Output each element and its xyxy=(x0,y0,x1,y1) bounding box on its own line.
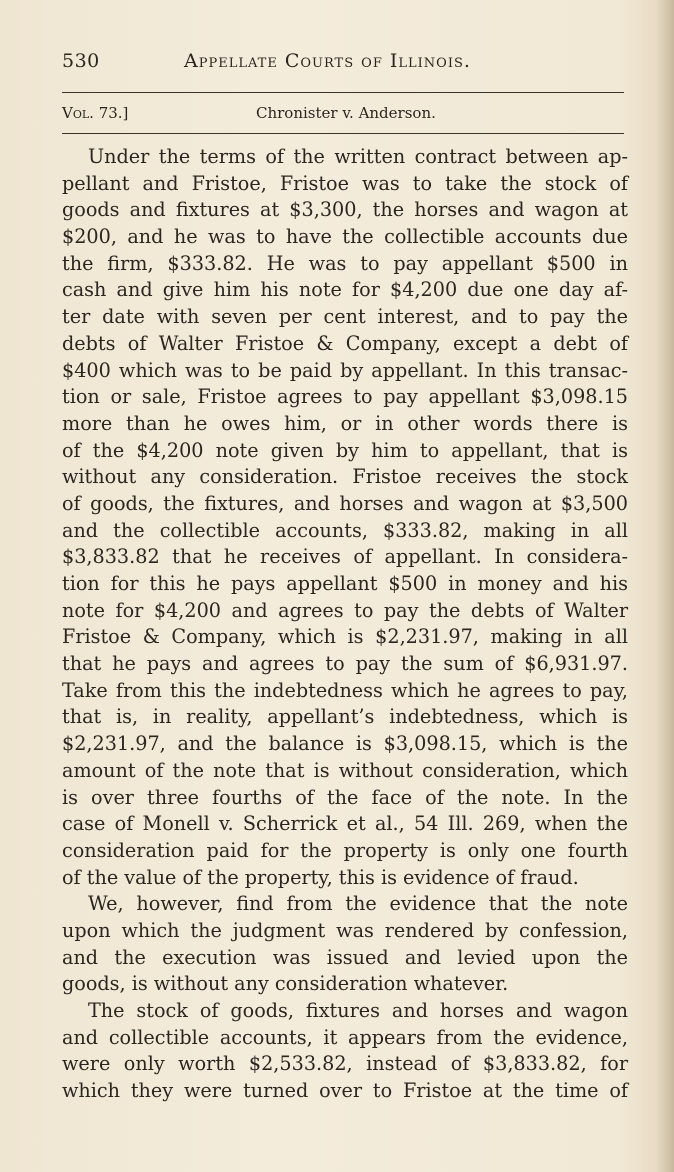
text-line: debts of Walter Fristoe & Company, except a debt of xyxy=(62,331,628,355)
page-number: 530 xyxy=(62,50,100,72)
text-line: of goods, the fixtures, and horses and wagon at $3,500 xyxy=(62,491,628,515)
case-name: Chronister v. Anderson. xyxy=(256,104,436,122)
text-line: goods and fixtures at $3,300, the horses and wagon at xyxy=(62,198,628,222)
text-line: $400 which was to be paid by appellant. In this transac- xyxy=(62,358,628,382)
text-line: pellant and Fristoe, Fristoe was to take the stock of xyxy=(62,171,628,195)
running-header xyxy=(62,50,622,78)
text-line: and collectible accounts, it appears from the evidence, xyxy=(62,1025,628,1049)
text-line: the firm, $333.82. He was to pay appellant $500 in xyxy=(62,251,628,275)
volume-label: Vol. 73.] xyxy=(62,104,129,122)
text-line: Under the terms of the written contract between ap- xyxy=(88,145,628,168)
text-line: tion for this he pays appellant $500 in money and his xyxy=(62,572,628,595)
page-edge-shadow xyxy=(656,0,674,1172)
text-line: amount of the note that is without consideration, which xyxy=(62,758,628,782)
text-line: consideration paid for the property is only one fourth xyxy=(62,838,628,862)
text-line: that he pays and agrees to pay the sum of $6,931.97. xyxy=(62,652,628,676)
text-line: of the value of the property, this is evidence of fraud. xyxy=(62,865,579,889)
text-line: note for $4,200 and agrees to pay the debts of Walter xyxy=(62,598,628,622)
text-line: is over three fourths of the face of the note. In the xyxy=(62,785,628,809)
text-line: and the collectible accounts, $333.82, making in all xyxy=(62,518,628,542)
text-line: ter date with seven per cent interest, and to pay the xyxy=(62,305,628,329)
text-line: which they were turned over to Fristoe at the time of xyxy=(62,1079,628,1103)
header-rule-bottom xyxy=(62,133,624,134)
text-line: $3,833.82 that he receives of appellant. In considera- xyxy=(62,545,628,569)
text-line: $200, and he was to have the collectible accounts due xyxy=(62,225,628,249)
case-subheader xyxy=(62,104,622,128)
text-line: more than he owes him, or in other words there is xyxy=(62,411,628,435)
text-line: and the execution was issued and levied upon the xyxy=(62,945,628,969)
text-line: Fristoe & Company, which is $2,231.97, making in all xyxy=(62,625,628,649)
paragraph xyxy=(62,144,628,891)
text-line: without any consideration. Fristoe receives the stock xyxy=(62,465,628,489)
journal-title: Appellate Courts of Illinois. xyxy=(184,50,471,72)
text-line: were only worth $2,533.82, instead of $3,833.82, for xyxy=(62,1052,628,1076)
text-line: case of Monell v. Scherrick et al., 54 Ill. 269, when the xyxy=(62,812,628,836)
text-line: tion or sale, Fristoe agrees to pay appellant $3,098.15 xyxy=(62,385,628,409)
text-line: cash and give him his note for $4,200 due one day af- xyxy=(62,278,628,302)
text-line: We, however, find from the evidence that the note xyxy=(88,892,628,916)
header-rule-top xyxy=(62,92,624,93)
text-line: $2,231.97, and the balance is $3,098.15, which is the xyxy=(62,732,628,756)
paragraph xyxy=(62,998,628,1105)
text-line: Take from this the indebtedness which he agrees to pay, xyxy=(62,678,628,702)
text-line: upon which the judgment was rendered by confession, xyxy=(62,918,628,942)
text-line: The stock of goods, fixtures and horses and wagon xyxy=(88,999,628,1022)
text-line: goods, is without any consideration whatever. xyxy=(62,972,509,996)
text-line: that is, in reality, appellant’s indebtedness, which is xyxy=(62,705,628,729)
text-line: of the $4,200 note given by him to appellant, that is xyxy=(62,438,628,462)
paragraph xyxy=(62,891,628,998)
opinion-text xyxy=(62,144,628,1105)
